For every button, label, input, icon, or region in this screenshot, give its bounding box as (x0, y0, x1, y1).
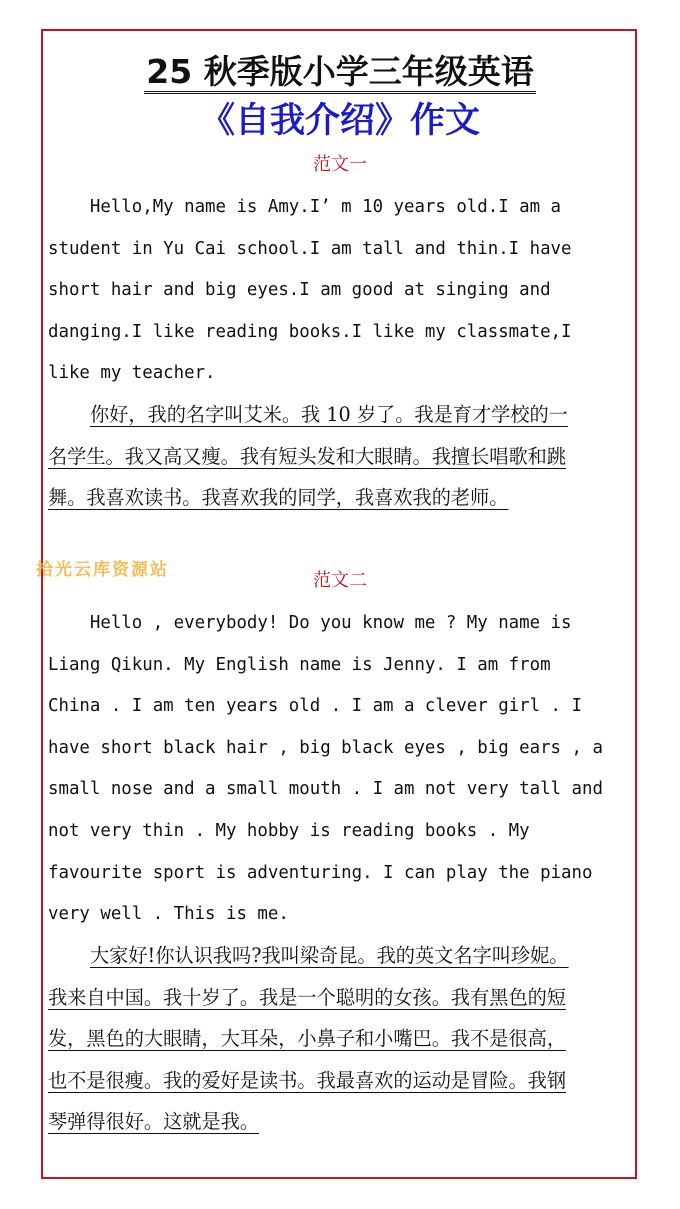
essay-1-heading: 范文一 (313, 154, 367, 175)
watermark-text: 拾光云库资源站 (36, 560, 169, 580)
document-title: 25 秋季版小学三年级英语 (0, 52, 680, 92)
text-line: 我来自中国。我十岁了。我是一个聪明的女孩。我有黑色的短 (48, 985, 567, 1009)
text-line: like my teacher. (48, 363, 216, 384)
text-line: favourite sport is adventuring. I can play the piano (48, 862, 593, 883)
text-line: very well . This is me. (48, 904, 289, 925)
text-line: student in Yu Cai school.I am tall and thin.I have (48, 238, 572, 259)
text-line: 名学生。我又高又瘦。我有短头发和大眼睛。我擅长唱歌和跳 (48, 444, 567, 468)
text-line: not very thin . My hobby is reading books . My (48, 820, 530, 841)
text-line: Hello,My name is Amy.I’ m 10 years old.I am a (48, 197, 562, 217)
text-line: Liang Qikun. My English name is Jenny. I am from (48, 654, 551, 675)
essay-2-english (48, 603, 633, 936)
text-line: small nose and a small mouth . I am not very tall and (48, 779, 603, 800)
text-line: Hello , everybody! Do you know me ? My name is (48, 613, 572, 633)
text-line: 大家好!你认识我吗?我叫梁奇昆。我的英文名字叫珍妮。 (90, 944, 569, 967)
text-line: 琴弹得很好。这就是我。 (48, 1110, 260, 1134)
text-line: 舞。我喜欢读书。我喜欢我的同学，我喜欢我的老师。 (48, 486, 509, 510)
essay-1-chinese (48, 394, 633, 519)
essay-2-chinese (48, 935, 633, 1143)
text-line: danging.I like reading books.I like my classmate,I (48, 321, 572, 342)
text-line: 发，黑色的大眼睛，大耳朵，小鼻子和小嘴巴。我不是很高， (48, 1027, 567, 1051)
text-line: short hair and big eyes.I am good at singing and (48, 280, 551, 301)
text-line: have short black hair , big black eyes , big ears , a (48, 737, 603, 758)
text-line: 你好，我的名字叫艾米。我 10 岁了。我是育才学校的一 (90, 403, 568, 426)
essay-2-heading: 范文二 (313, 570, 367, 591)
text-line: 也不是很瘦。我的爱好是读书。我最喜欢的运动是冒险。我钢 (48, 1068, 567, 1092)
document-subtitle: 《自我介绍》作文 (199, 101, 480, 141)
text-line: China . I am ten years old . I am a clever girl . I (48, 696, 582, 717)
essay-1-english (48, 187, 633, 395)
